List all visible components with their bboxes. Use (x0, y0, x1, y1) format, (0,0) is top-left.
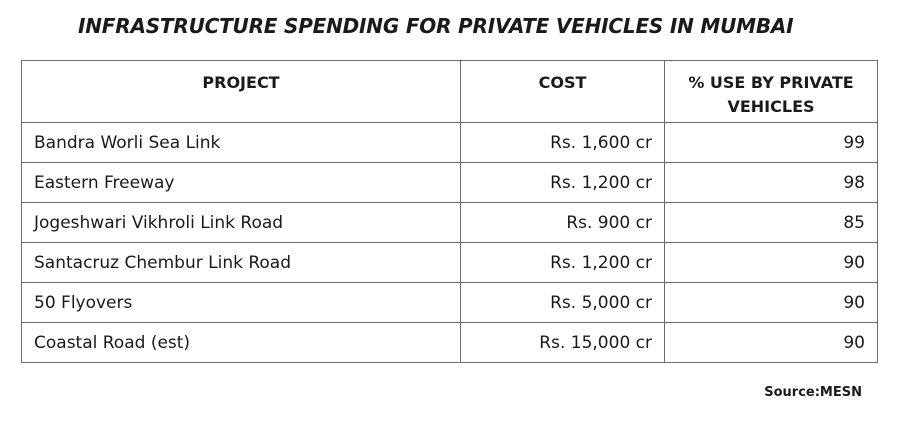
column-header-project: PROJECT (22, 61, 461, 123)
source-note: Source:MESN (764, 385, 862, 400)
pct-cell: 99 (665, 123, 878, 163)
cost-cell: Rs. 1,600 cr (461, 123, 665, 163)
project-cell: Bandra Worli Sea Link (22, 123, 461, 163)
pct-cell: 90 (665, 283, 878, 323)
table-row (22, 243, 878, 283)
column-header-pct-line2: VEHICLES (727, 97, 815, 116)
project-cell: Coastal Road (est) (22, 323, 461, 363)
cost-cell: Rs. 1,200 cr (461, 163, 665, 203)
table-row (22, 123, 878, 163)
pct-cell: 90 (665, 323, 878, 363)
pct-cell: 98 (665, 163, 878, 203)
project-cell: Eastern Freeway (22, 163, 461, 203)
spending-table (21, 60, 878, 363)
project-cell: Jogeshwari Vikhroli Link Road (22, 203, 461, 243)
cost-cell: Rs. 1,200 cr (461, 243, 665, 283)
table-row (22, 323, 878, 363)
project-cell: 50 Flyovers (22, 283, 461, 323)
column-header-cost: COST (461, 61, 665, 123)
table-row (22, 203, 878, 243)
column-header-pct-private-use (665, 61, 878, 123)
pct-cell: 85 (665, 203, 878, 243)
cost-cell: Rs. 900 cr (461, 203, 665, 243)
table-header-row (22, 61, 878, 123)
table-row (22, 283, 878, 323)
column-header-pct-line1: % USE BY PRIVATE (688, 73, 854, 92)
table-row (22, 163, 878, 203)
project-cell: Santacruz Chembur Link Road (22, 243, 461, 283)
cost-cell: Rs. 5,000 cr (461, 283, 665, 323)
cost-cell: Rs. 15,000 cr (461, 323, 665, 363)
pct-cell: 90 (665, 243, 878, 283)
page-title: INFRASTRUCTURE SPENDING FOR PRIVATE VEHICLES IN MUMBAI (78, 14, 794, 38)
